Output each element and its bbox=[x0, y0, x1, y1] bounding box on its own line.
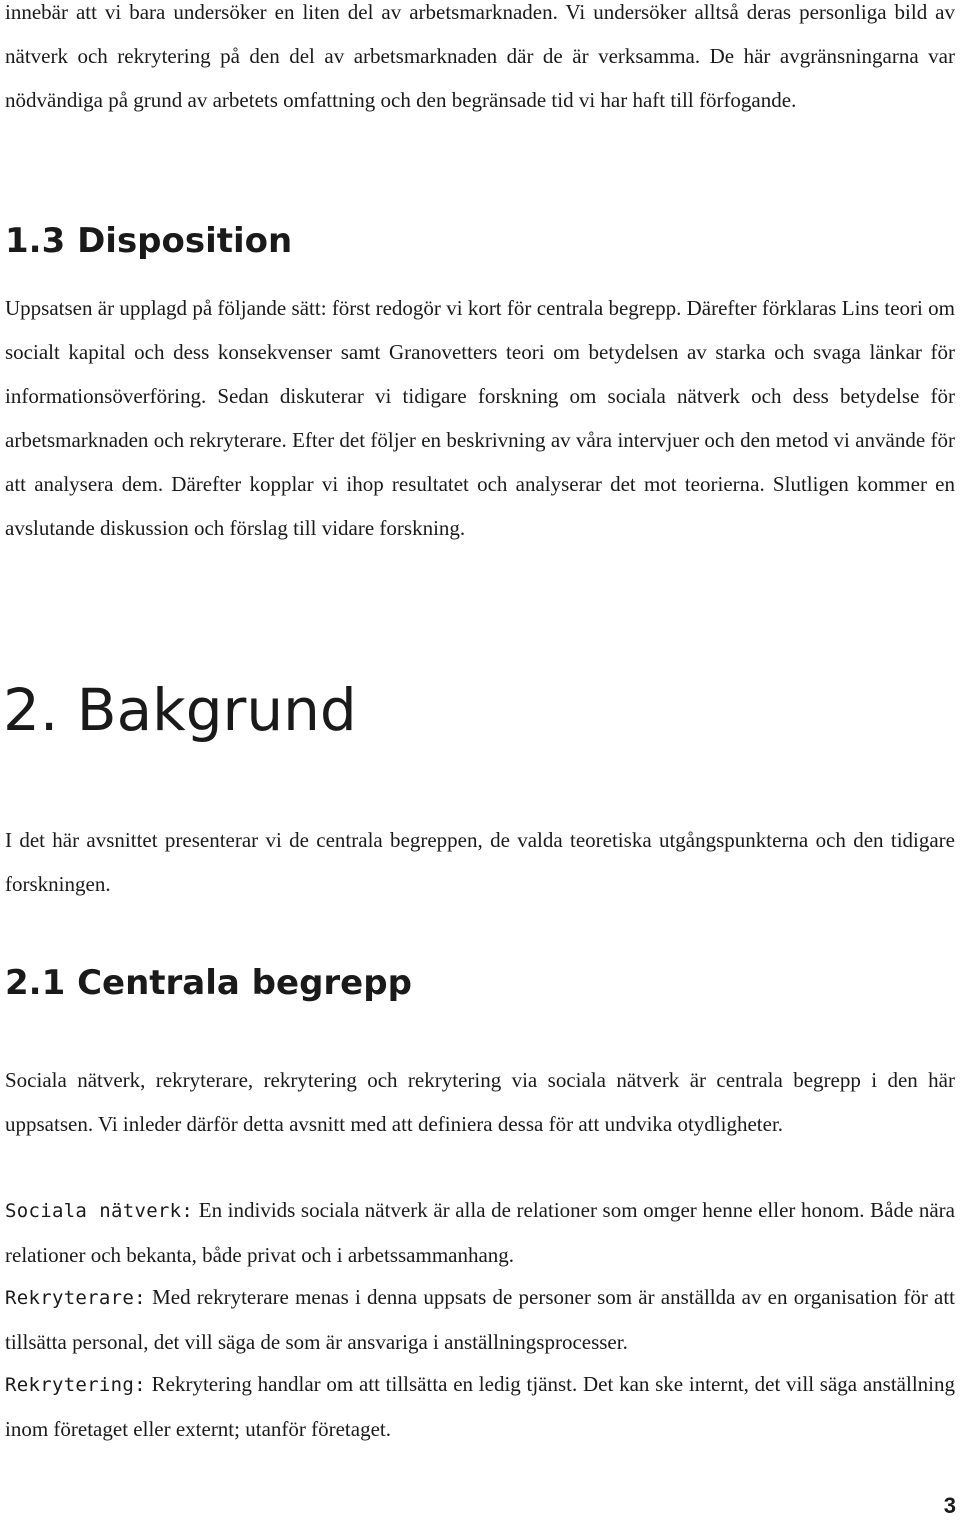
disposition-paragraph: Uppsatsen är upplagd på följande sätt: först redogör vi kort för centrala begrepp. Därefter förklaras Lins teori om socialt kapital och dess konsekvenser samt Granovetters teori om betydelsen av starka och svaga länkar för informationsöverföring. Sedan diskuterar vi tidigare forskning om sociala nätverk och dess betydelse för arbetsmarknaden och rekryterare. Efter det följer en beskrivning av våra intervjuer och den metod vi använde för att analysera dem. Därefter kopplar vi ihop resultatet och analyserar det mot teorierna. Slutligen kommer en avslutande diskussion och förslag till vidare forskning. bbox=[5, 296, 955, 540]
definition-sociala-natverk bbox=[5, 1188, 955, 1277]
definition-term: Rekrytering: bbox=[5, 1374, 146, 1396]
definition-text: En individs sociala nätverk är alla de relationer som omger henne eller honom. Både nära relationer och bekanta, både privat och i arbetssammanhang. bbox=[5, 1198, 955, 1267]
section-heading-disposition: 1.3 Disposition bbox=[5, 221, 293, 261]
definition-rekryterare bbox=[5, 1275, 955, 1364]
definition-text: Rekrytering handlar om att tillsätta en ledig tjänst. Det kan ske internt, det vill säga anställning inom företaget eller externt; utanför företaget. bbox=[5, 1372, 956, 1441]
page-number: 3 bbox=[943, 1493, 956, 1518]
definition-term: Sociala nätverk: bbox=[5, 1200, 194, 1222]
intro-continuation-paragraph: innebär att vi bara undersöker en liten del av arbetsmarknaden. Vi undersöker alltså deras personliga bild av nätverk och rekrytering på den del av arbetsmarknaden där de är verksamma. De här avgränsningarna var nödvändiga på grund av arbetets omfattning och den begränsade tid vi har haft till förfogande. bbox=[5, 0, 955, 112]
definition-text: Med rekryterare menas i denna uppsats de personer som är anställda av en organisation för att tillsätta personal, det vill säga de som är ansvariga i anställningsprocesser. bbox=[5, 1285, 956, 1354]
chapter-heading-bakgrund: 2. Bakgrund bbox=[3, 676, 357, 744]
section-heading-centrala-begrepp: 2.1 Centrala begrepp bbox=[5, 963, 412, 1003]
definition-term: Rekryterare: bbox=[5, 1287, 146, 1309]
definition-rekrytering bbox=[5, 1362, 955, 1451]
bakgrund-paragraph: I det här avsnittet presenterar vi de centrala begreppen, de valda teoretiska utgångspunkterna och den tidigare forskningen. bbox=[5, 828, 955, 896]
centrala-begrepp-paragraph: Sociala nätverk, rekryterare, rekrytering och rekrytering via sociala nätverk är centrala begrepp i den här uppsatsen. Vi inleder därför detta avsnitt med att definiera dessa för att undvika otydligheter. bbox=[5, 1068, 955, 1136]
